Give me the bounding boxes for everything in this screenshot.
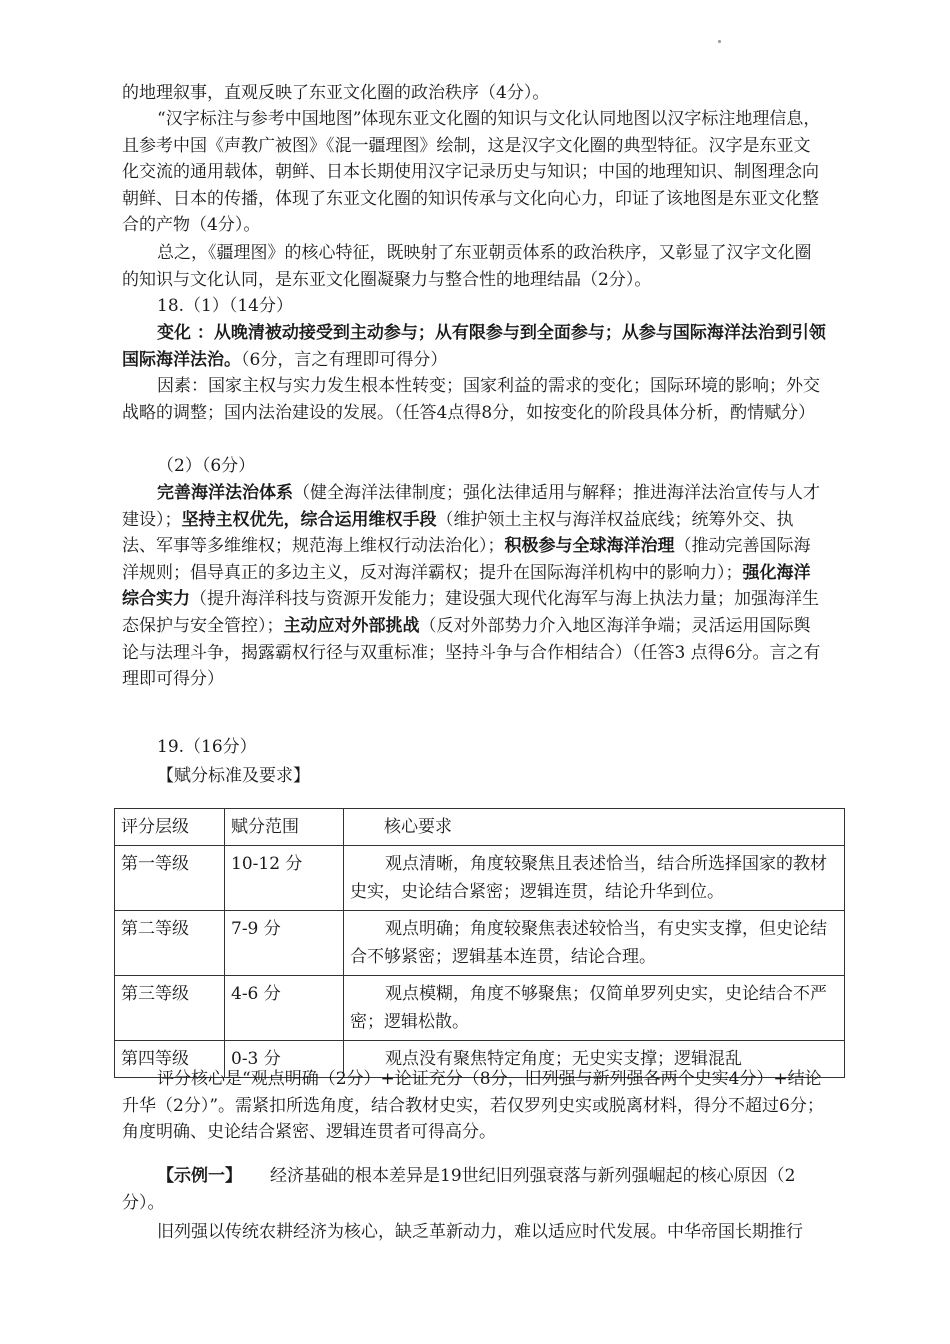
answer-18-2	[122, 480, 827, 693]
answer-factors: 因素：国家主权与实力发生根本性转变；国家利益的需求的变化；国际环境的影响；外交战略的调整；国内法治建设的发展。（任答4点得8分，如按变化的阶段具体分析，酌情赋分）	[122, 376, 820, 423]
point-3-text: （推动完善国际海洋规则；倡导真正的多边主义，反对海洋霸权；提升在国际海洋机构中的影响力）；	[122, 536, 811, 583]
cell-level: 第二等级	[115, 911, 225, 976]
change-text: 从晚清被动接受到主动参与；从有限参与到全面参与；从参与国际海洋法治到引领国际海洋法治。	[122, 323, 826, 370]
example-one	[122, 1163, 827, 1216]
question-19-heading: 19.（16分）	[157, 737, 257, 757]
point-2-title: 坚持主权优先，综合运用维权手段	[181, 509, 437, 530]
point-3-title: 积极参与全球海洋治理	[504, 536, 675, 557]
scoring-core: 评分核心是“观点明确（2分）+论证充分（8分，旧列强与新列强各两个史实4分）+结论升华（2分）”。需紧扣所选角度，结合教材史实，若仅罗列史实或脱离材料，得分不超过6分；角度明确、史论结合紧密、逻辑连贯者可得高分。	[122, 1069, 824, 1143]
paragraph-hanzi-map: “汉字标注与参考中国地图”体现东亚文化圈的知识与文化认同地图以汉字标注地理信息，且参考中国《声教广被图》《混一疆理图》绘制，这是汉字文化圈的典型特征。汉字是东亚文化交流的通用载体，朝鲜、日本长期使用汉字记录历史与知识；中国的地理知识、制图理念向朝鲜、日本的传播，体现了东亚文化圈的知识传承与文化向心力，印证了该地图是东亚文化整合的产物（4分）。	[122, 109, 821, 236]
question-18-2-heading: （2）（6分）	[157, 456, 256, 476]
cell-range: 0-3 分	[225, 1041, 344, 1078]
paragraph-cont: 的地理叙事，直观反映了东亚文化圈的政治秩序（4分）。	[122, 83, 550, 103]
cell-requirement: 观点模糊，角度不够聚焦；仅简单罗列史实，史论结合不严密；逻辑松散。	[344, 976, 845, 1041]
cell-level: 第三等级	[115, 976, 225, 1041]
table-row	[115, 846, 845, 911]
header-requirement: 核心要求	[344, 809, 845, 846]
point-1-text: （健全海洋法律制度；强化法律适用与解释；推进海洋法治宣传与人才建设）；	[122, 483, 820, 530]
cell-range: 7-9 分	[225, 911, 344, 976]
point-4-text: （提升海洋科技与资源开发能力；建设强大现代化海军与海上执法力量；加强海洋生态保护与安全管控）；	[122, 589, 819, 636]
table-header-row	[115, 809, 845, 846]
scoring-table	[114, 808, 845, 1078]
header-range: 赋分范围	[225, 809, 344, 846]
point-1-title: 完善海洋法治体系	[157, 483, 293, 503]
paragraph-summary: 总之，《疆理图》的核心特征，既映射了东亚朝贡体系的政治秩序，又彰显了汉字文化圈的知识与文化认同，是东亚文化圈凝聚力与整合性的地理结晶（2分）。	[122, 243, 812, 290]
point-4-title: 强化海洋综合实力	[122, 562, 811, 610]
cell-range: 4-6 分	[225, 976, 344, 1041]
point-5-text: （反对外部势力介入地区海洋争端；灵活运用国际舆论与法理斗争，揭露霸权行径与双重标准；坚持斗争与合作相结合）（任答3 点得6分。言之有理即可得分）	[122, 615, 821, 690]
scoring-standard-title: 【赋分标准及要求】	[157, 766, 310, 786]
change-label: 变化 ：	[157, 323, 214, 343]
cell-level: 第一等级	[115, 846, 225, 911]
point-5-title: 主动应对外部挑战	[283, 615, 420, 636]
cell-level: 第四等级	[115, 1041, 225, 1078]
table-row	[115, 911, 845, 976]
change-score: （6分，言之有理即可得分）	[241, 349, 448, 370]
cell-requirement: 观点明确；角度较聚焦表述较恰当，有史实支撑，但史论结合不够紧密；逻辑基本连贯，结论合理。	[344, 911, 845, 976]
table-row	[115, 976, 845, 1041]
cell-requirement: 观点没有聚焦特定角度；无史实支撑；逻辑混乱	[344, 1041, 845, 1078]
example-one-label: 【示例一】	[157, 1166, 242, 1186]
header-level: 评分层级	[115, 809, 225, 846]
example-one-text: 经济基础的根本差异是19世纪旧列强衰落与新列强崛起的核心原因（2分）。	[122, 1166, 796, 1213]
question-18-1-heading: 18.（1）（14分）	[157, 296, 293, 316]
example-one-body: 旧列强以传统农耕经济为核心，缺乏革新动力，难以适应时代发展。中华帝国长期推行	[157, 1222, 803, 1242]
answer-change	[122, 320, 827, 373]
scan-speck	[718, 40, 721, 43]
point-2-text: （维护领土主权与海洋权益底线；统筹外交、执法、军事等多维维权；规范海上维权行动法治化）；	[122, 509, 794, 557]
cell-range: 10-12 分	[225, 846, 344, 911]
cell-requirement: 观点清晰，角度较聚焦且表述恰当，结合所选择国家的教材史实，史论结合紧密；逻辑连贯，结论升华到位。	[344, 846, 845, 911]
